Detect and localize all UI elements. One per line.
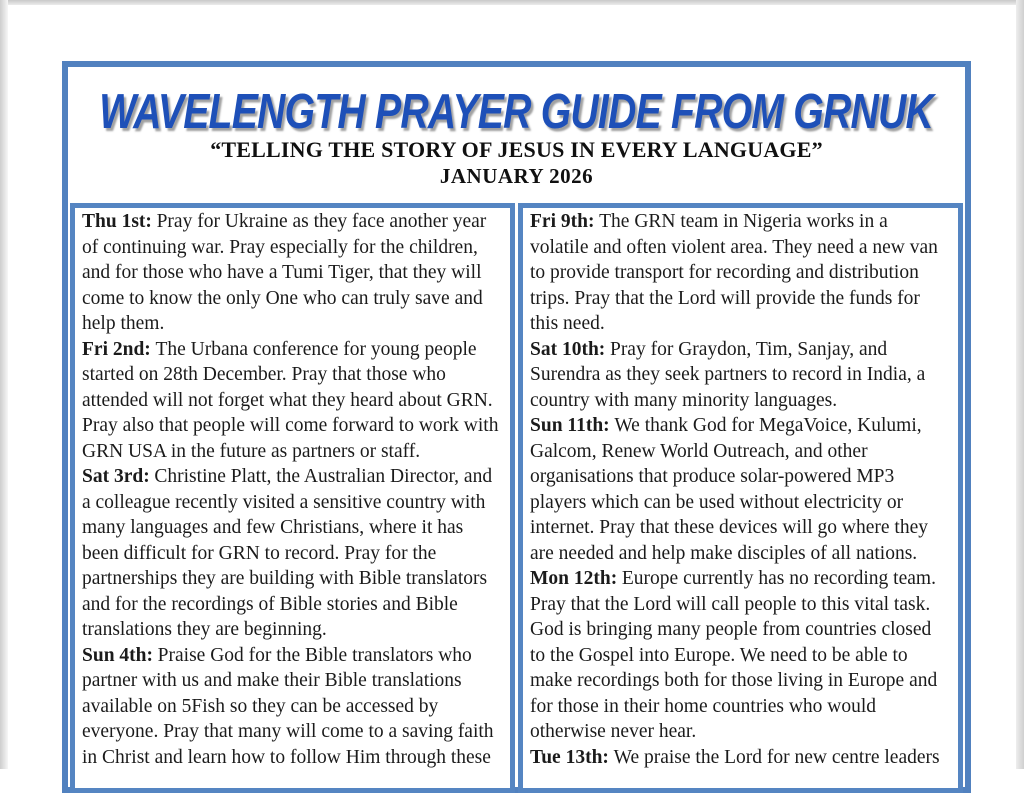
entry-day-label: Mon 12th: — [530, 568, 618, 589]
page-dateline: JANUARY 2026 — [439, 164, 594, 188]
page-title: WAVELENGTH PRAYER GUIDE FROM GRNUK — [99, 84, 934, 139]
prayer-entry — [82, 643, 503, 771]
prayer-guide-page — [62, 61, 971, 793]
entry-day-label: Fri 9th: — [530, 211, 595, 232]
entry-day-label: Sat 3rd: — [82, 466, 150, 487]
entry-day-label: Tue 13th: — [530, 746, 609, 768]
prayer-entry — [82, 464, 503, 643]
entry-day-label: Sat 10th: — [530, 338, 606, 360]
entry-text: The Urbana conference for young people started on 28th December. Pray that those who attended will not forget what they heard about GRN. Pray also that people will come forward to work with GRN USA in the future as partners or staff. — [82, 338, 499, 462]
prayer-column-left — [70, 203, 515, 793]
title-row — [68, 86, 965, 137]
prayer-entry — [530, 745, 951, 771]
screen-edge-left — [0, 0, 8, 769]
entry-text: Pray for Ukraine as they face another year of continuing war. Pray especially for the children, and for those who have a Tumi Tiger, that they will come to know the only One who can truly save and help them. — [82, 211, 487, 334]
entry-text: Europe currently has no recording team. Pray that the Lord will call people to this vital task. God is bringing many people from countries closed to the Gospel into Europe. We need to be able to make recordings both for those living in Europe and for those in their home countries who would otherwise never hear. — [530, 568, 938, 742]
entry-day-label: Sun 11th: — [530, 415, 610, 436]
prayer-column-right — [518, 203, 963, 793]
page-subtitle: “TELLING THE STORY OF JESUS IN EVERY LANGUAGE” — [210, 137, 823, 162]
entry-day-label: Sun 4th: — [82, 644, 153, 666]
prayer-entry — [82, 337, 503, 465]
screen-edge-right — [1016, 0, 1024, 769]
prayer-entry — [82, 209, 503, 337]
prayer-entry — [530, 566, 951, 745]
entry-day-label: Thu 1st: — [82, 211, 152, 232]
prayer-columns — [70, 203, 963, 793]
entry-text: The GRN team in Nigeria works in a volatile and often violent area. They need a new van to provide transport for recording and distribution trips. Pray that the Lord will provide the funds for this need. — [530, 211, 938, 334]
entry-text: We thank God for MegaVoice, Kulumi, Galcom, Renew World Outreach, and other organisations that produce solar-powered MP3 players which can be used without electricity or internet. Pray that these devices will go where they are needed and help make disciples of all nations. — [530, 415, 928, 564]
page-header — [68, 86, 965, 189]
prayer-entry — [530, 209, 951, 337]
screen-edge-top — [0, 0, 1024, 5]
entry-text: Christine Platt, the Australian Director, and a colleague recently visited a sensitive country with many languages and few Christians, where it has been difficult for GRN to record. Pray for the partnerships they are building with Bible translators and for the recordings of Bible stories and Bible translations they are beginning. — [82, 466, 493, 640]
prayer-entry — [530, 337, 951, 414]
entry-day-label: Fri 2nd: — [82, 338, 151, 360]
entry-text: Pray for Graydon, Tim, Sanjay, and Surendra as they seek partners to record in India, a country with many minority languages. — [530, 338, 926, 411]
entry-text: We praise the Lord for new centre leaders — [613, 746, 940, 768]
prayer-entry — [530, 413, 951, 566]
entry-text: Praise God for the Bible translators who partner with us and make their Bible translations available on 5Fish so they can be accessed by everyone. Pray that many will come to a saving faith in Christ and learn how to follow Him through these — [82, 644, 494, 768]
